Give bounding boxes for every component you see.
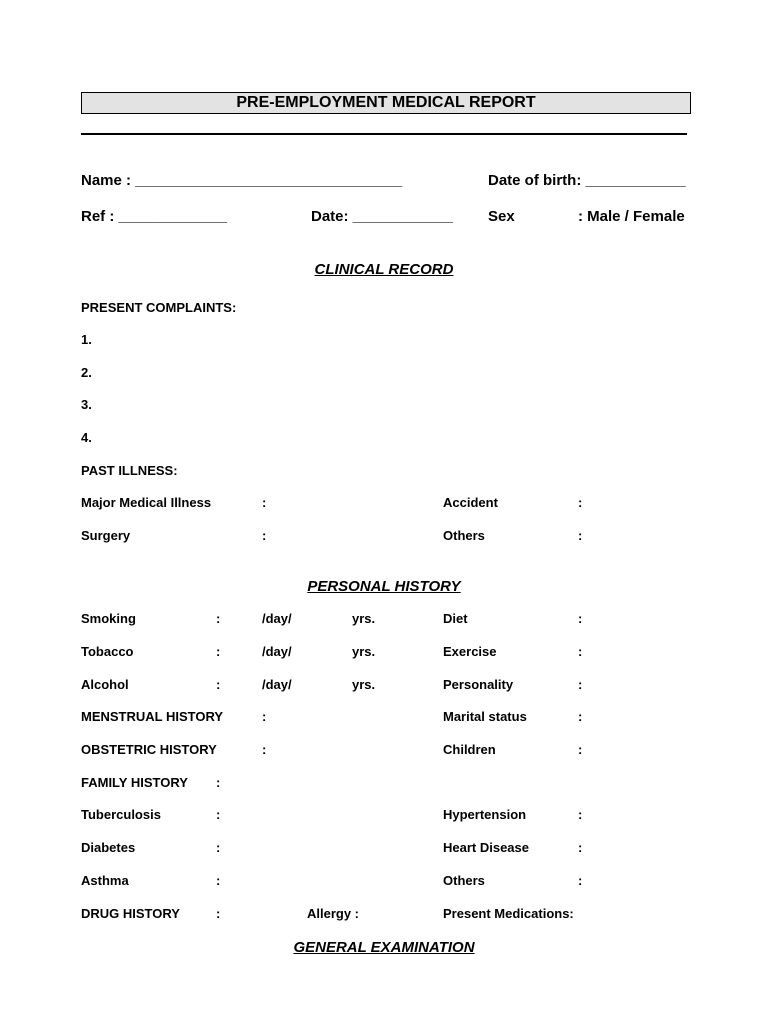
- field-colon: :: [216, 840, 221, 855]
- field-colon: :: [578, 840, 583, 855]
- field-colon: :: [216, 873, 221, 888]
- complaint-item: 3.: [81, 397, 92, 412]
- field-colon: :: [578, 709, 583, 724]
- sex-value: : Male / Female: [578, 208, 685, 225]
- alcohol-label: Alcohol: [81, 677, 129, 692]
- general-examination-heading: GENERAL EXAMINATION: [293, 939, 475, 956]
- field-colon: :: [262, 742, 267, 757]
- hypertension-label: Hypertension: [443, 807, 527, 822]
- marital-status-label: Marital status: [443, 709, 527, 724]
- per-day-label: /day/: [262, 677, 292, 692]
- present-medications-label: Present Medications:: [443, 906, 574, 921]
- diet-label: Diet: [443, 611, 468, 626]
- complaint-item: 4.: [81, 430, 92, 445]
- diabetes-label: Diabetes: [81, 840, 136, 855]
- field-colon: :: [578, 644, 583, 659]
- family-history-label: FAMILY HISTORY: [81, 775, 188, 790]
- tobacco-label: Tobacco: [81, 644, 134, 659]
- personal-history-heading: PERSONAL HISTORY: [307, 578, 461, 595]
- field-colon: :: [262, 528, 267, 543]
- field-colon: :: [262, 709, 267, 724]
- children-label: Children: [443, 742, 496, 757]
- field-colon: :: [578, 495, 583, 510]
- field-colon: :: [578, 742, 583, 757]
- past-illness-label: PAST ILLNESS:: [81, 463, 178, 478]
- others-label: Others: [443, 528, 485, 543]
- years-label: yrs.: [352, 611, 376, 626]
- field-colon: :: [216, 644, 221, 659]
- field-colon: :: [216, 775, 221, 790]
- date-field: Date: ____________: [311, 208, 453, 225]
- field-colon: :: [578, 873, 583, 888]
- field-colon: :: [216, 807, 221, 822]
- drug-history-label: DRUG HISTORY: [81, 906, 180, 921]
- field-colon: :: [216, 677, 221, 692]
- allergy-label: Allergy :: [307, 906, 360, 921]
- exercise-label: Exercise: [443, 644, 497, 659]
- complaint-item: 1.: [81, 332, 92, 347]
- asthma-label: Asthma: [81, 873, 129, 888]
- field-colon: :: [216, 906, 221, 921]
- present-complaints-label: PRESENT COMPLAINTS:: [81, 300, 237, 315]
- name-field: Name : ________________________________: [81, 172, 403, 189]
- complaint-item: 2.: [81, 365, 92, 380]
- field-colon: :: [578, 807, 583, 822]
- ref-field: Ref : _____________: [81, 208, 227, 225]
- surgery-label: Surgery: [81, 528, 131, 543]
- obstetric-history-label: OBSTETRIC HISTORY: [81, 742, 217, 757]
- menstrual-history-label: MENSTRUAL HISTORY: [81, 709, 224, 724]
- accident-label: Accident: [443, 495, 498, 510]
- per-day-label: /day/: [262, 611, 292, 626]
- personality-label: Personality: [443, 677, 514, 692]
- per-day-label: /day/: [262, 644, 292, 659]
- smoking-label: Smoking: [81, 611, 136, 626]
- years-label: yrs.: [352, 644, 376, 659]
- field-colon: :: [578, 528, 583, 543]
- report-title: PRE-EMPLOYMENT MEDICAL REPORT: [236, 94, 536, 111]
- tuberculosis-label: Tuberculosis: [81, 807, 161, 822]
- report-title-box: [81, 92, 691, 114]
- field-colon: :: [578, 611, 583, 626]
- field-colon: :: [262, 495, 267, 510]
- field-colon: :: [578, 677, 583, 692]
- title-divider: [81, 133, 687, 135]
- heart-disease-label: Heart Disease: [443, 840, 529, 855]
- others-label: Others: [443, 873, 485, 888]
- dob-field: Date of birth: ____________: [488, 172, 686, 189]
- sex-label: Sex: [488, 208, 515, 225]
- years-label: yrs.: [352, 677, 376, 692]
- clinical-record-heading: CLINICAL RECORD: [314, 261, 454, 278]
- major-medical-illness-label: Major Medical Illness: [81, 495, 212, 510]
- field-colon: :: [216, 611, 221, 626]
